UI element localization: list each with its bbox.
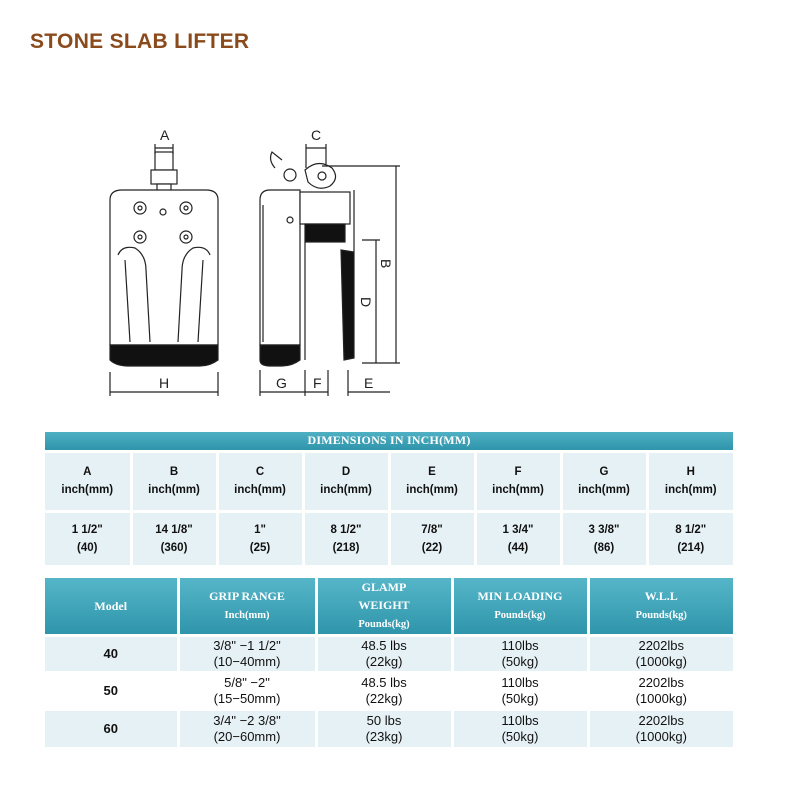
- dim-header-f: F inch(mm): [475, 451, 561, 511]
- dim-label-g: G: [276, 375, 287, 391]
- dim-label-e: E: [364, 375, 374, 391]
- models-header-row: [45, 578, 733, 636]
- header-wll: W.L.L Pounds(kg): [588, 578, 733, 636]
- dim-label-b: B: [378, 259, 394, 269]
- dim-header-b: B inch(mm): [131, 451, 217, 511]
- page-title: STONE SLAB LIFTER: [30, 30, 250, 53]
- min-loading-cell: 110lbs (50kg): [452, 710, 588, 747]
- dim-label-h: H: [159, 375, 170, 391]
- dimensions-table: [45, 432, 733, 565]
- wll-cell: 2202lbs (1000kg): [588, 710, 733, 747]
- dim-header-c: C inch(mm): [217, 451, 303, 511]
- min-loading-cell: 110lbs (50kg): [452, 673, 588, 710]
- header-clamp-weight: GLAMP WEIGHT Pounds(kg): [316, 578, 452, 636]
- min-loading-cell: 110lbs (50kg): [452, 636, 588, 673]
- header-grip-range: GRIP RANGE Inch(mm): [178, 578, 316, 636]
- dim-header-e: E inch(mm): [389, 451, 475, 511]
- dim-header-d: D inch(mm): [303, 451, 389, 511]
- dim-value-a: 1 1/2" (40): [45, 511, 131, 565]
- wll-cell: 2202lbs (1000kg): [588, 673, 733, 710]
- dim-value-g: 3 3/8" (86): [561, 511, 647, 565]
- wll-cell: 2202lbs (1000kg): [588, 636, 733, 673]
- dim-label-a: A: [160, 127, 170, 143]
- dimensions-header-row: [45, 451, 733, 511]
- table-row: [45, 710, 733, 747]
- dimensions-heading: DIMENSIONS IN INCH(MM): [45, 432, 733, 451]
- grip-cell: 5/8" −2" (15−50mm): [178, 673, 316, 710]
- dim-header-a: A inch(mm): [45, 451, 131, 511]
- dim-header-h: H inch(mm): [647, 451, 733, 511]
- dim-value-d: 8 1/2" (218): [303, 511, 389, 565]
- model-cell: 50: [45, 673, 178, 710]
- models-table: [45, 578, 733, 747]
- dim-value-c: 1" (25): [217, 511, 303, 565]
- table-row: [45, 636, 733, 673]
- table-row: [45, 673, 733, 710]
- dim-value-e: 7/8" (22): [389, 511, 475, 565]
- dim-value-f: 1 3/4" (44): [475, 511, 561, 565]
- grip-cell: 3/8" −1 1/2" (10−40mm): [178, 636, 316, 673]
- dim-label-f: F: [313, 375, 322, 391]
- weight-cell: 50 lbs (23kg): [316, 710, 452, 747]
- weight-cell: 48.5 lbs (22kg): [316, 673, 452, 710]
- grip-cell: 3/4" −2 3/8" (20−60mm): [178, 710, 316, 747]
- dim-label-c: C: [311, 127, 322, 143]
- dim-label-d: D: [358, 297, 374, 308]
- lifter-technical-drawing: [100, 120, 420, 405]
- dim-header-g: G inch(mm): [561, 451, 647, 511]
- header-model: Model: [45, 578, 178, 636]
- dimensions-value-row: [45, 511, 733, 565]
- header-min-loading: MIN LOADING Pounds(kg): [452, 578, 588, 636]
- weight-cell: 48.5 lbs (22kg): [316, 636, 452, 673]
- model-cell: 60: [45, 710, 178, 747]
- dim-value-h: 8 1/2" (214): [647, 511, 733, 565]
- dim-value-b: 14 1/8" (360): [131, 511, 217, 565]
- model-cell: 40: [45, 636, 178, 673]
